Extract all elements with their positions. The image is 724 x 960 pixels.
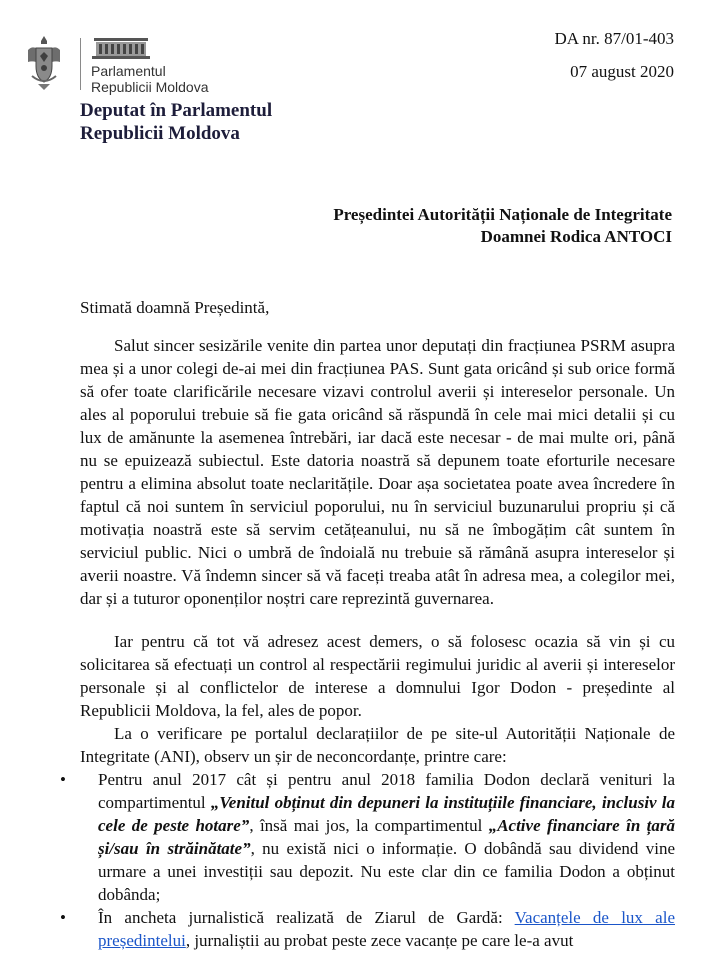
bullet-icon: • — [60, 908, 66, 927]
org-line-2: Republicii Moldova — [91, 79, 209, 95]
coat-of-arms-icon — [24, 34, 64, 92]
article-link[interactable]: Vacanțele de lux ale președintelui — [98, 908, 675, 950]
inconsistencies-list — [60, 768, 676, 952]
parliament-building-icon — [92, 36, 150, 60]
addressee-line-2: Doamnei Rodica ANTOCI — [480, 227, 672, 246]
paragraph-1: Salut sincer sesizările venite din partea unor deputați din fracțiunea PSRM asupra mea și a unor colegi de-ai mei din fracțiunea PAS. Sunt gata oricând și sub orice formă să ofer toate clarificările necesare vizavi controlul averii și intereselor personale. Un ales al poporului trebuie să fie gata oricând să răspundă în cele mai mici detalii și cu lux de amănunte la asemenea întrebări, iar dacă este necesar - de mai multe ori, până nu se epuizează subiectul. Este datoria noastră să depunem toate eforturile necesare pentru a elimina absolut toate neclaritățile. Doar așa societatea poate avea încredere în faptul că noi suntem în serviciul poporului, nu în serviciul buzunarului propriu și că motivația noastră este să servim cetățeanului, nu să ne îmbogățim cât suntem în serviciul public. Nici o umbră de îndoială nu trebuie să rămână asupra intereselor și averii noastre. Vă îndemn sincer să vă faceți treaba atât în adresa mea, a colegilor mei, dar și a tuturor oponenților noștri care reprezintă guvernarea. — [80, 336, 675, 608]
org-line-1: Parlamentul — [91, 63, 166, 79]
sender-title-line-1: Deputat în Parlamentul — [80, 100, 273, 121]
document-date: 07 august 2020 — [570, 62, 674, 81]
sender-title-line-2: Republicii Moldova — [80, 123, 240, 144]
bullet-icon: • — [60, 770, 66, 789]
document-reference — [555, 22, 674, 88]
salutation: Stimată doamnă Președintă, — [80, 298, 270, 317]
list-item: • Pentru anul 2017 cât și pentru anul 2018 familia Dodon declară venituri la compartimentul „Venitul obținut din depuneri la instituțiile financiare, inclusiv la cele de peste hotare”, însă mai jos, la compartimentul „Active financiare în țară și/sau în străinătate”, nu există nici o informație. O dobândă sau dividend vine urmare a unei investiții sau depozit. Nu este clar din ce familia Dodon a obținut dobânda; — [60, 770, 676, 904]
letter-body — [60, 334, 676, 952]
list-item: • În ancheta jurnalistică realizată de Ziarul de Gardă: Vacanțele de lux ale președintelui, jurnaliștii au probat peste zece vacanțe pe care le-a avut — [60, 908, 675, 950]
paragraph-3: La o verificare pe portalul declarațiilor de pe site-ul Autorității Naționale de Integritate (ANI), observ un șir de neconcordanțe, printre care: — [80, 724, 675, 766]
header-divider — [80, 38, 81, 90]
organization-name — [91, 63, 209, 95]
sender-title — [80, 99, 272, 145]
addressee-line-1: Președintei Autorității Naționale de Integritate — [333, 205, 672, 224]
addressee-block — [333, 204, 672, 248]
document-number: DA nr. 87/01-403 — [554, 29, 674, 48]
paragraph-2: Iar pentru că tot vă adresez acest demers, o să folosesc ocazia să vin și cu solicitarea să efectuați un control al respectării regimului juridic al averii și intereselor personale și al conflictelor de interese a domnului Igor Dodon - președinte al Republicii Moldova, la fel, ales de popor. — [80, 632, 675, 720]
